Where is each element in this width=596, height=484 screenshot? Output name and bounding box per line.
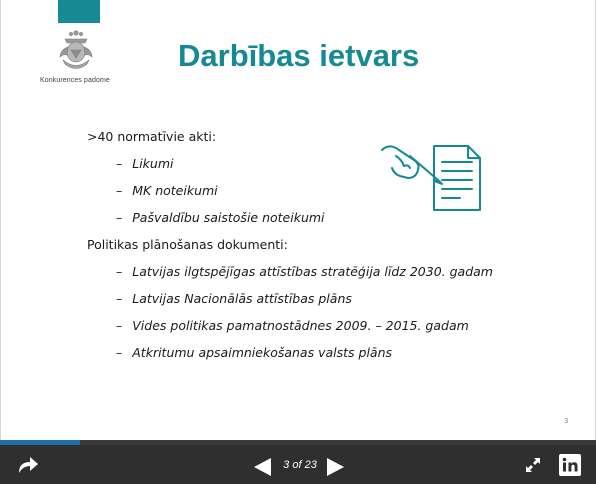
sub-bullet-item [116, 210, 325, 225]
share-arrow-icon[interactable] [16, 453, 40, 475]
bullet-dash: – [116, 210, 123, 225]
sub-bullet-item [116, 156, 174, 171]
sub-bullet-item [116, 183, 218, 198]
bullet-text: >40 normatīvie akti: [87, 129, 217, 144]
sub-bullet-item [116, 291, 352, 306]
bullet-dash: – [116, 291, 123, 306]
sub-bullet-item [116, 345, 392, 360]
document-signing-icon [380, 140, 482, 212]
bullet-text: Atkritumu apsaimniekošanas valsts plāns [132, 345, 393, 360]
bullet-dash: – [116, 345, 123, 360]
bullet-text: Vides politikas pamatnostādnes 2009. – 2015. gadam [132, 318, 469, 333]
player-toolbar [0, 440, 596, 484]
bullet-text: Likumi [132, 156, 174, 171]
bullet-dash: – [116, 183, 123, 198]
bullet-dash: – [116, 156, 123, 171]
progress-bar-fill [0, 440, 80, 445]
linkedin-icon[interactable] [559, 454, 581, 476]
bullet-item [87, 237, 288, 252]
bullet-text: Latvijas ilgtspējīgas attīstības stratēģija līdz 2030. gadam [132, 264, 493, 279]
slide-title: Darbības ietvars [178, 38, 420, 73]
sub-bullet-item [116, 318, 469, 333]
triangle-left-icon[interactable] [251, 456, 273, 478]
bullet-dash: – [116, 264, 123, 279]
logo-text: Konkurences padome [40, 77, 110, 84]
slide-page-number: 3 [564, 417, 569, 425]
bullet-dash: – [116, 318, 123, 333]
bullet-text: Latvijas Nacionālās attīstības plāns [132, 291, 352, 306]
page-counter: 3 of 23 [283, 459, 317, 471]
fullscreen-expand-icon[interactable] [525, 457, 541, 473]
bullet-text: Pašvaldību saistošie noteikumi [132, 210, 325, 225]
bullet-item [87, 129, 216, 144]
bullet-text: MK noteikumi [132, 183, 218, 198]
sub-bullet-item [116, 264, 493, 279]
triangle-right-icon[interactable] [325, 456, 347, 478]
progress-bar[interactable] [0, 440, 596, 445]
bullet-text: Politikas plānošanas dokumenti: [87, 237, 288, 252]
